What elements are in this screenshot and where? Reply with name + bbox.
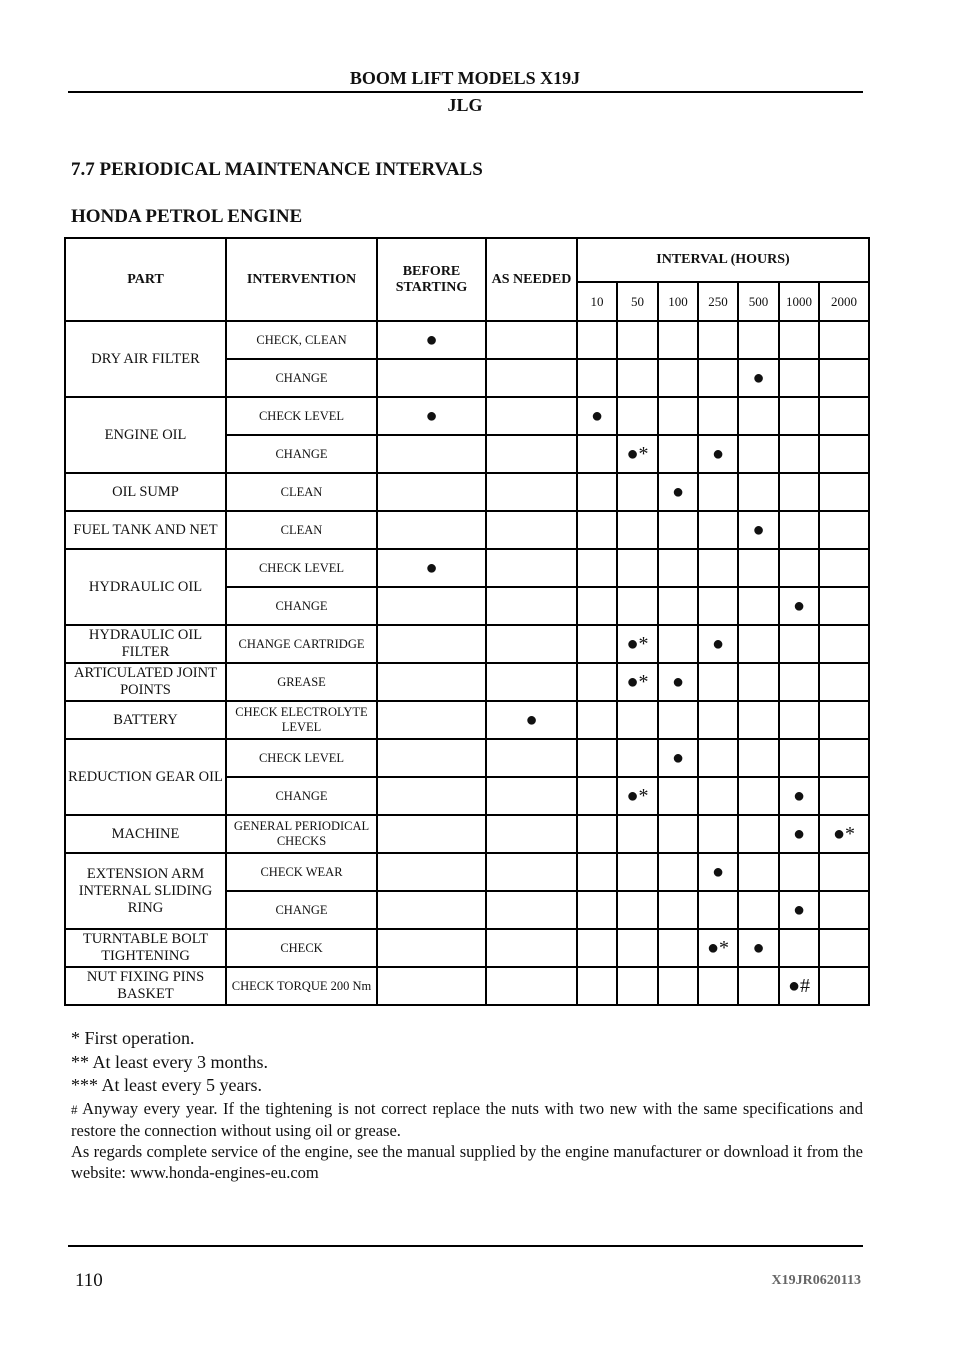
table-row [65,625,869,663]
mark-cell-hour-50 [617,891,658,929]
mark-cell-hour-2000: ●* [819,815,869,853]
page-number: 110 [75,1270,103,1291]
table-row [65,739,869,777]
mark-cell-hour-1000 [779,359,819,397]
table-row [65,967,869,1005]
mark-cell-as-needed [486,549,577,587]
mark-cell-hour-250 [698,777,738,815]
mark-cell-hour-250 [698,511,738,549]
footnote-engine-service: As regards complete service of the engine, see the manual supplied by the engine manufacturer or download it from the website: www.honda-engines-eu.com [71,1141,863,1182]
mark-cell-as-needed [486,625,577,663]
mark-cell-hour-1000: ● [779,777,819,815]
footnote-anyway-every-year [71,1098,863,1141]
mark-cell-hour-10 [577,321,617,359]
mark-cell-hour-100 [658,967,698,1005]
mark-cell-hour-500 [738,663,779,701]
mark-cell-hour-50 [617,473,658,511]
mark-cell-hour-10 [577,473,617,511]
mark-cell-hour-2000 [819,853,869,891]
mark-cell-hour-100 [658,511,698,549]
table-row [65,397,869,435]
intervention-cell: CHANGE [226,587,377,625]
mark-cell-before-starting [377,435,486,473]
intervention-cell: GREASE [226,663,377,701]
mark-cell-hour-2000 [819,739,869,777]
intervention-cell: CHANGE [226,435,377,473]
mark-cell-hour-100: ● [658,739,698,777]
mark-cell-hour-2000 [819,435,869,473]
mark-cell-hour-50 [617,359,658,397]
mark-cell-hour-1000: ● [779,891,819,929]
mark-cell-hour-100 [658,815,698,853]
mark-cell-before-starting: ● [377,397,486,435]
footnote-three-months: ** At least every 3 months. [71,1051,268,1072]
header-hour-10: 10 [577,282,617,321]
intervention-cell: CLEAN [226,473,377,511]
intervention-cell: CHECK, CLEAN [226,321,377,359]
table-row [65,511,869,549]
intervention-cell: CHECK TORQUE 200 Nm [226,967,377,1005]
mark-cell-before-starting [377,511,486,549]
mark-cell-hour-100: ● [658,473,698,511]
header-before-starting: BEFORE STARTING [377,238,486,321]
mark-cell-as-needed [486,473,577,511]
mark-cell-hour-10 [577,701,617,739]
mark-cell-as-needed [486,739,577,777]
header-interval-hours: INTERVAL (HOURS) [577,238,869,282]
maintenance-intervals-table [64,237,870,1006]
mark-cell-hour-2000 [819,625,869,663]
mark-cell-hour-100 [658,549,698,587]
mark-cell-hour-50: ●* [617,777,658,815]
table-row [65,701,869,739]
mark-cell-as-needed [486,663,577,701]
mark-cell-hour-2000 [819,549,869,587]
intervention-cell: CHECK ELECTROLYTE LEVEL [226,701,377,739]
mark-cell-before-starting [377,967,486,1005]
part-cell: FUEL TANK AND NET [65,511,226,549]
mark-cell-hour-100 [658,587,698,625]
mark-cell-as-needed [486,777,577,815]
mark-cell-hour-10 [577,929,617,967]
header-part: PART [65,238,226,321]
mark-cell-as-needed [486,511,577,549]
mark-cell-hour-10 [577,777,617,815]
mark-cell-hour-100 [658,929,698,967]
part-cell: HYDRAULIC OIL [65,549,226,625]
mark-cell-hour-1000 [779,625,819,663]
mark-cell-before-starting: ● [377,549,486,587]
mark-cell-hour-250 [698,663,738,701]
part-cell: NUT FIXING PINS BASKET [65,967,226,1005]
mark-cell-hour-2000 [819,359,869,397]
mark-cell-hour-50 [617,549,658,587]
mark-cell-hour-100 [658,777,698,815]
mark-cell-hour-50 [617,967,658,1005]
mark-cell-hour-2000 [819,663,869,701]
mark-cell-before-starting [377,777,486,815]
intervention-cell: CHANGE [226,891,377,929]
intervention-cell: CLEAN [226,511,377,549]
mark-cell-hour-100: ● [658,663,698,701]
mark-cell-hour-250 [698,587,738,625]
table-row [65,663,869,701]
mark-cell-hour-10: ● [577,397,617,435]
mark-cell-hour-1000 [779,511,819,549]
part-cell: BATTERY [65,701,226,739]
header-hour-250: 250 [698,282,738,321]
table-row [65,929,869,967]
intervention-cell: CHECK LEVEL [226,549,377,587]
table-row [65,853,869,891]
mark-cell-before-starting [377,473,486,511]
mark-cell-hour-10 [577,853,617,891]
mark-cell-hour-10 [577,625,617,663]
mark-cell-hour-2000 [819,321,869,359]
mark-cell-before-starting [377,587,486,625]
mark-cell-hour-1000 [779,549,819,587]
mark-cell-hour-50 [617,929,658,967]
mark-cell-hour-50 [617,853,658,891]
part-cell: EXTENSION ARM INTERNAL SLIDING RING [65,853,226,929]
mark-cell-hour-2000 [819,397,869,435]
mark-cell-hour-500 [738,549,779,587]
mark-cell-hour-500 [738,739,779,777]
mark-cell-hour-1000 [779,663,819,701]
mark-cell-hour-50: ●* [617,435,658,473]
part-cell: DRY AIR FILTER [65,321,226,397]
mark-cell-hour-100 [658,359,698,397]
mark-cell-before-starting [377,359,486,397]
mark-cell-as-needed [486,435,577,473]
document-code: X19JR0620113 [771,1273,861,1288]
mark-cell-hour-50 [617,587,658,625]
mark-cell-hour-500 [738,397,779,435]
mark-cell-hour-500 [738,853,779,891]
mark-cell-hour-1000: ● [779,587,819,625]
table-row [65,473,869,511]
mark-cell-before-starting [377,891,486,929]
mark-cell-hour-100 [658,321,698,359]
mark-cell-hour-1000 [779,397,819,435]
mark-cell-hour-10 [577,549,617,587]
mark-cell-as-needed [486,853,577,891]
footnotes [71,1027,863,1183]
mark-cell-hour-500 [738,967,779,1005]
footnote-hash-text: Anyway every year. If the tightening is not correct replace the nuts with two new with the same specifications and restore the connection without using oil or grease. [71,1098,864,1140]
mark-cell-hour-10 [577,359,617,397]
mark-cell-hour-100 [658,891,698,929]
mark-cell-hour-50 [617,701,658,739]
mark-cell-hour-500: ● [738,929,779,967]
part-cell: ENGINE OIL [65,397,226,473]
part-cell: HYDRAULIC OIL FILTER [65,625,226,663]
mark-cell-hour-1000 [779,853,819,891]
mark-cell-hour-50 [617,321,658,359]
intervention-cell: CHANGE [226,777,377,815]
mark-cell-hour-250: ● [698,853,738,891]
mark-cell-hour-2000 [819,587,869,625]
part-cell: TURNTABLE BOLT TIGHTENING [65,929,226,967]
mark-cell-hour-500 [738,435,779,473]
mark-cell-hour-250 [698,701,738,739]
mark-cell-as-needed [486,967,577,1005]
mark-cell-hour-100 [658,853,698,891]
mark-cell-as-needed [486,321,577,359]
mark-cell-hour-1000 [779,321,819,359]
intervention-cell: GENERAL PERIODICAL CHECKS [226,815,377,853]
footnote-hash-symbol: # [71,1101,78,1117]
mark-cell-hour-10 [577,587,617,625]
header-hour-100: 100 [658,282,698,321]
mark-cell-hour-2000 [819,473,869,511]
mark-cell-hour-250: ●* [698,929,738,967]
mark-cell-hour-1000 [779,473,819,511]
mark-cell-before-starting [377,853,486,891]
part-cell: MACHINE [65,815,226,853]
header-intervention: INTERVENTION [226,238,377,321]
header-hour-500: 500 [738,282,779,321]
mark-cell-hour-50: ●* [617,625,658,663]
mark-cell-hour-1000 [779,701,819,739]
mark-cell-as-needed: ● [486,701,577,739]
header-hour-50: 50 [617,282,658,321]
footnote-first-operation: * First operation. [71,1028,195,1048]
footer-rule [68,1245,863,1247]
intervention-cell: CHANGE CARTRIDGE [226,625,377,663]
mark-cell-as-needed [486,359,577,397]
header-hour-2000: 2000 [819,282,869,321]
mark-cell-hour-10 [577,435,617,473]
mark-cell-hour-250 [698,891,738,929]
mark-cell-before-starting [377,663,486,701]
mark-cell-hour-1000: ● [779,815,819,853]
mark-cell-hour-2000 [819,511,869,549]
mark-cell-hour-2000 [819,929,869,967]
mark-cell-as-needed [486,891,577,929]
mark-cell-before-starting [377,815,486,853]
section-title: 7.7 PERIODICAL MAINTENANCE INTERVALS [71,159,483,180]
mark-cell-as-needed [486,587,577,625]
mark-cell-hour-1000 [779,929,819,967]
mark-cell-hour-500 [738,701,779,739]
mark-cell-hour-50 [617,397,658,435]
mark-cell-hour-2000 [819,777,869,815]
mark-cell-hour-250 [698,739,738,777]
mark-cell-hour-250 [698,549,738,587]
document-header-brand: JLG [447,95,483,115]
mark-cell-hour-500 [738,625,779,663]
table-row [65,549,869,587]
mark-cell-hour-250 [698,359,738,397]
mark-cell-hour-500 [738,473,779,511]
subsection-title: HONDA PETROL ENGINE [71,206,303,227]
footnote-five-years: *** At least every 5 years. [71,1075,262,1095]
mark-cell-hour-2000 [819,967,869,1005]
part-cell: REDUCTION GEAR OIL [65,739,226,815]
mark-cell-hour-50: ●* [617,663,658,701]
intervention-cell: CHECK LEVEL [226,397,377,435]
mark-cell-hour-10 [577,663,617,701]
mark-cell-before-starting [377,929,486,967]
intervention-cell: CHANGE [226,359,377,397]
mark-cell-hour-500 [738,321,779,359]
mark-cell-hour-10 [577,967,617,1005]
mark-cell-hour-500 [738,587,779,625]
mark-cell-hour-50 [617,815,658,853]
mark-cell-hour-250: ● [698,625,738,663]
document-header-title: BOOM LIFT MODELS X19J [349,68,581,88]
mark-cell-hour-250 [698,473,738,511]
mark-cell-hour-2000 [819,891,869,929]
intervention-cell: CHECK [226,929,377,967]
part-cell: ARTICULATED JOINT POINTS [65,663,226,701]
mark-cell-hour-10 [577,891,617,929]
mark-cell-as-needed [486,815,577,853]
intervention-cell: CHECK WEAR [226,853,377,891]
mark-cell-hour-250 [698,397,738,435]
mark-cell-hour-500 [738,777,779,815]
intervention-cell: CHECK LEVEL [226,739,377,777]
mark-cell-hour-50 [617,739,658,777]
mark-cell-hour-100 [658,625,698,663]
header-rule [68,91,863,93]
mark-cell-hour-1000 [779,435,819,473]
mark-cell-before-starting: ● [377,321,486,359]
mark-cell-hour-100 [658,435,698,473]
mark-cell-hour-500 [738,815,779,853]
mark-cell-as-needed [486,929,577,967]
mark-cell-hour-250 [698,321,738,359]
mark-cell-hour-1000: ●# [779,967,819,1005]
mark-cell-hour-2000 [819,701,869,739]
mark-cell-hour-100 [658,397,698,435]
mark-cell-hour-50 [617,511,658,549]
mark-cell-hour-500: ● [738,359,779,397]
mark-cell-hour-10 [577,815,617,853]
table-row [65,815,869,853]
table-row [65,321,869,359]
header-hour-1000: 1000 [779,282,819,321]
mark-cell-hour-250 [698,967,738,1005]
mark-cell-before-starting [377,739,486,777]
mark-cell-hour-10 [577,739,617,777]
header-as-needed: AS NEEDED [486,238,577,321]
mark-cell-hour-250: ● [698,435,738,473]
mark-cell-hour-10 [577,511,617,549]
mark-cell-as-needed [486,397,577,435]
mark-cell-hour-1000 [779,739,819,777]
mark-cell-hour-500 [738,891,779,929]
mark-cell-before-starting [377,701,486,739]
part-cell: OIL SUMP [65,473,226,511]
mark-cell-hour-500: ● [738,511,779,549]
mark-cell-hour-100 [658,701,698,739]
mark-cell-before-starting [377,625,486,663]
mark-cell-hour-250 [698,815,738,853]
